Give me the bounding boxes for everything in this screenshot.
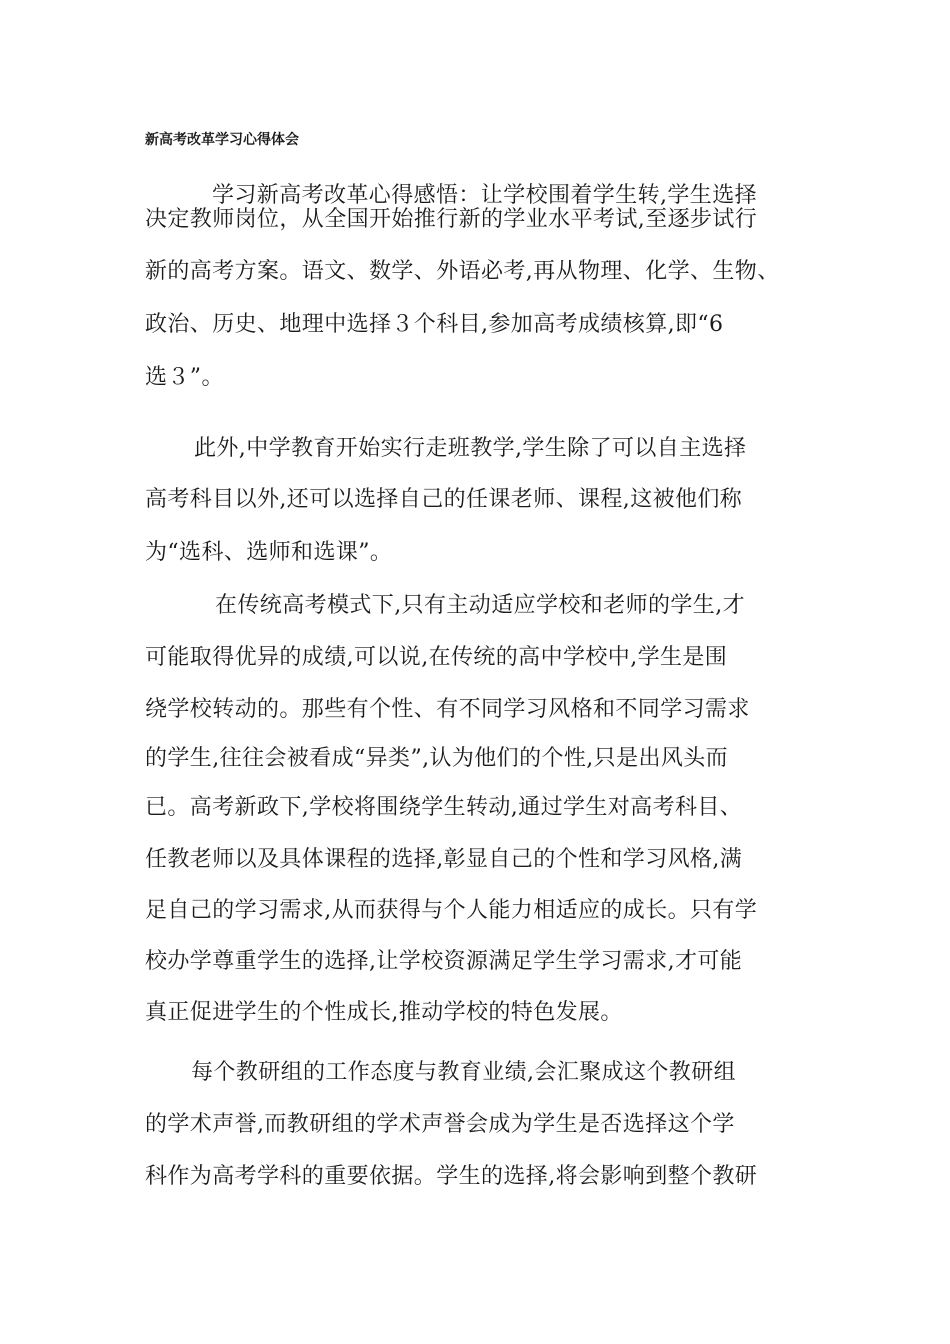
paragraph-3-line-6: 任教老师以及具体课程的选择,彰显自己的个性和学习风格,满 (145, 847, 743, 872)
paragraph-3-line-2: 可能取得优异的成绩,可以说,在传统的高中学校中,学生是围 (145, 645, 728, 670)
paragraph-2-line-2: 高考科目以外,还可以选择自己的任课老师、课程,这被他们称 (145, 487, 743, 512)
paragraph-3-line-1: 在传统高考模式下,只有主动适应学校和老师的学生,才 (215, 593, 745, 618)
paragraph-1-line-4: 政治、历史、地理中选择３个科目,参加高考成绩核算,即“6 (145, 312, 724, 337)
paragraph-3-line-3: 绕学校转动的。那些有个性、有不同学习风格和不同学习需求 (145, 697, 750, 722)
paragraph-1-line-1: 学习新高考改革心得感悟：让学校围着学生转,学生选择 (212, 183, 757, 208)
paragraph-3-line-5: 已。高考新政下,学校将围绕学生转动,通过学生对高考科目、 (145, 795, 743, 820)
paragraph-3-line-7: 足自己的学习需求,从而获得与个人能力相适应的成长。只有学 (145, 898, 758, 923)
paragraph-4-line-3: 科作为高考学科的重要依据。学生的选择,将会影响到整个教研 (145, 1164, 758, 1189)
paragraph-4-line-2: 的学术声誉,而教研组的学术声誉会成为学生是否选择这个学 (145, 1112, 735, 1137)
paragraph-1-line-2: 决定教师岗位，从全国开始推行新的学业水平考试,至逐步试行 (145, 207, 758, 232)
paragraph-3-line-9: 真正促进学生的个性成长,推动学校的特色发展。 (145, 1000, 623, 1025)
paragraph-3-line-4: 的学生,往往会被看成“异类”,认为他们的个性,只是出风头而 (145, 746, 729, 771)
paragraph-1-line-3: 新的高考方案。语文、数学、外语必考,再从物理、化学、生物、 (145, 259, 780, 284)
document-title: 新高考改革学习心得体会 (145, 132, 299, 148)
paragraph-2-line-1: 此外,中学教育开始实行走班教学,学生除了可以自主选择 (194, 436, 747, 461)
paragraph-4-line-1: 每个教研组的工作态度与教育业绩,会汇聚成这个教研组 (191, 1060, 736, 1085)
paragraph-2-line-3: 为“选科、选师和选课”。 (145, 540, 393, 565)
paragraph-3-line-8: 校办学尊重学生的选择,让学校资源满足学生学习需求,才可能 (145, 949, 743, 974)
paragraph-1-line-5: 选３”。 (145, 365, 224, 390)
